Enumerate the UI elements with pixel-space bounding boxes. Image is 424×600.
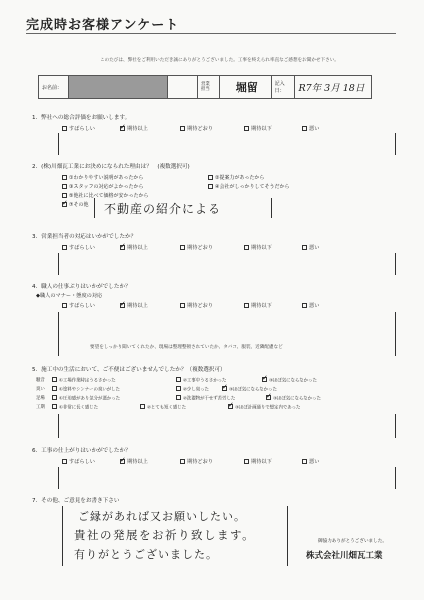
- date-value: R7年 3月 18日: [298, 83, 365, 94]
- checkbox: [244, 459, 249, 464]
- q3-text: 3．営業担当者の対応はいかがでしたか？: [32, 234, 137, 240]
- option-label: 期待以下: [251, 126, 272, 132]
- option-label: すばらしい: [69, 459, 95, 465]
- checkbox: [52, 377, 57, 382]
- checkbox: [140, 404, 145, 409]
- option-label: 期待以下: [251, 303, 272, 309]
- q1-option[interactable]: [302, 125, 319, 132]
- name-field[interactable]: [69, 76, 168, 98]
- company-name: 株式会社川畑瓦工業: [306, 551, 383, 561]
- q5-text: 5．施工中の生活において、ご不便はございませんでしたか？（複数選択可）: [32, 367, 226, 373]
- option-label: 期待以上: [127, 126, 148, 132]
- q5-row1-opt1[interactable]: [52, 377, 116, 384]
- name-label: お名前：: [39, 76, 69, 98]
- option-label: 悪い: [309, 303, 320, 309]
- q2-option-3[interactable]: [62, 183, 143, 190]
- q4-text: 4．職人の仕事ぶりはいかがでしたか？: [32, 284, 131, 290]
- checkbox: [302, 303, 307, 308]
- option-label: 期待以下: [251, 245, 272, 251]
- sales-name: 堀留: [220, 76, 272, 98]
- option-label: ⑤他社に比べて価格が安かったから: [69, 193, 149, 199]
- checkbox: [62, 184, 67, 189]
- checkbox: [208, 184, 213, 189]
- q6-option[interactable]: [120, 458, 180, 465]
- q5-row3-opt3[interactable]: [266, 395, 321, 402]
- header-row: [38, 75, 372, 99]
- option-label: ②提案力があったから: [215, 175, 265, 181]
- option-label: 期待以上: [127, 459, 148, 465]
- q5-row2-opt2[interactable]: [176, 386, 209, 393]
- option-label: ②少し臭った: [183, 387, 209, 393]
- checkbox-checked: [120, 126, 125, 131]
- option-label: すばらしい: [69, 245, 95, 251]
- checkbox: [52, 404, 57, 409]
- name-blank: [168, 76, 198, 98]
- option-label: すばらしい: [69, 303, 95, 309]
- q1-options: [62, 125, 319, 132]
- option-label: 期待以上: [127, 245, 148, 251]
- checkbox: [52, 386, 57, 391]
- option-label: 期待どおり: [187, 303, 213, 309]
- q5-row4-opt2[interactable]: [140, 404, 186, 411]
- checkbox-checked: [120, 459, 125, 464]
- q4-options: [62, 302, 319, 309]
- option-label: ②洗濯物が干せず苦労した: [183, 396, 236, 402]
- checkbox-checked: [266, 395, 271, 400]
- option-label: ①圧迫感があり気分が悪かった: [59, 396, 121, 402]
- q4-option[interactable]: [244, 302, 302, 309]
- page-title: 完成時お客様アンケート: [26, 18, 180, 33]
- q6-option[interactable]: [180, 458, 244, 465]
- q5-row3-opt2[interactable]: [176, 395, 235, 402]
- checkbox: [180, 459, 185, 464]
- checkbox: [208, 175, 213, 180]
- q1-comment-box[interactable]: [58, 133, 396, 155]
- q3-option[interactable]: [120, 244, 180, 251]
- q1-option[interactable]: [62, 125, 120, 132]
- q3-option[interactable]: [180, 244, 244, 251]
- checkbox: [302, 459, 307, 464]
- q1-text: 1．弊社への総合評価をお願いします。: [32, 115, 131, 121]
- q2-option-7[interactable]: [62, 201, 88, 208]
- q2-text: 2．(株)川畑瓦工業にお決めになられた理由は？ (複数選択可): [32, 164, 190, 170]
- q5-row2-opt1[interactable]: [52, 386, 120, 393]
- q4-option[interactable]: [180, 302, 244, 309]
- checkbox: [176, 377, 181, 382]
- date-label: 記入日：: [272, 76, 296, 98]
- checkbox-checked: [120, 245, 125, 250]
- option-label: ③ほぼ気にならなかった: [229, 387, 277, 393]
- option-label: ③ほぼ気にならなかった: [273, 396, 321, 402]
- checkbox: [244, 245, 249, 250]
- option-label: すばらしい: [69, 126, 95, 132]
- checkbox: [176, 395, 181, 400]
- checkbox: [62, 459, 67, 464]
- option-label: 期待どおり: [187, 245, 213, 251]
- option-label: ②工事中うるさかった: [183, 378, 227, 384]
- option-label: ①非常に長く感じた: [59, 405, 99, 411]
- option-label: ③ほぼ気にならなかった: [269, 378, 317, 384]
- q6-comment-box[interactable]: [58, 467, 396, 489]
- q1-option[interactable]: [244, 125, 302, 132]
- option-label: ①塗料やシンナーの臭いがした: [59, 387, 120, 393]
- q5-row1-opt2[interactable]: [176, 377, 226, 384]
- q6-text: 6．工事の仕上がりはいかがでしたか？: [32, 448, 131, 454]
- footer-thanks: 御協力ありがとうございました。: [318, 539, 387, 544]
- q5-row4-opt3[interactable]: [228, 404, 300, 411]
- option-label: ①工場作業時はうるさかった: [59, 378, 116, 384]
- option-label: 期待どおり: [187, 126, 213, 132]
- checkbox-checked: [228, 404, 233, 409]
- checkbox-checked: [222, 386, 227, 391]
- checkbox: [176, 386, 181, 391]
- q1-option[interactable]: [120, 125, 180, 132]
- option-label: 悪い: [309, 459, 320, 465]
- q4-option[interactable]: [120, 302, 180, 309]
- q6-option[interactable]: [62, 458, 120, 465]
- checkbox: [244, 126, 249, 131]
- option-label: 悪い: [309, 245, 320, 251]
- q5-row2-label: 臭い: [36, 387, 45, 392]
- q6-option[interactable]: [244, 458, 302, 465]
- option-label: ③ほぼ計画通りで想定内であった: [235, 405, 301, 411]
- redacted-name: [69, 76, 167, 98]
- q2-option-4[interactable]: [208, 183, 289, 190]
- checkbox: [244, 303, 249, 308]
- checkbox-checked: [120, 303, 125, 308]
- option-label: 期待以下: [251, 459, 272, 465]
- q5-row1-opt3[interactable]: [262, 377, 317, 384]
- q6-option[interactable]: [302, 458, 319, 465]
- checkbox: [302, 245, 307, 250]
- q4-note: 要望をしっかり聞いてくれたか、現場は整理整頓されていたか、タバコ、服装、近隣配慮など: [90, 345, 283, 350]
- title-rule: [26, 33, 396, 34]
- sales-label: 営業 担当: [198, 76, 220, 98]
- checkbox: [302, 126, 307, 131]
- q5-row4-label: 工期: [36, 405, 45, 410]
- q4-sub: ◆職人のマナー・態度の対応: [36, 293, 103, 299]
- q7-answer-line-2: 貴社の発展をお祈り致します。: [74, 528, 256, 542]
- checkbox: [180, 245, 185, 250]
- checkbox: [180, 126, 185, 131]
- q3-options: [62, 244, 319, 251]
- option-label: ②とても短く感じた: [147, 405, 187, 411]
- q5-row1-label: 騒音: [36, 378, 45, 383]
- checkbox: [62, 175, 67, 180]
- option-label: ③スタッフの対応がよかったから: [69, 184, 144, 190]
- option-label: ⑦その他: [69, 202, 89, 208]
- q4-option[interactable]: [62, 302, 120, 309]
- checkbox: [62, 245, 67, 250]
- checkbox-checked: [62, 202, 67, 207]
- checkbox-checked: [262, 377, 267, 382]
- option-label: 期待以上: [127, 303, 148, 309]
- checkbox: [62, 303, 67, 308]
- q5-row3-label: 足場: [36, 396, 45, 401]
- option-label: 悪い: [309, 126, 320, 132]
- option-label: 期待どおり: [187, 459, 213, 465]
- q7-text: 7．その他、ご意見をお書き下さい: [32, 498, 120, 504]
- q2-other-answer: 不動産の紹介による: [104, 202, 222, 216]
- checkbox: [180, 303, 185, 308]
- checkbox: [62, 126, 67, 131]
- checkbox: [62, 193, 67, 198]
- q5-row4-opt1[interactable]: [52, 404, 98, 411]
- q3-option[interactable]: [244, 244, 302, 251]
- q3-comment-box[interactable]: [58, 253, 396, 275]
- checkbox: [52, 395, 57, 400]
- q1-option[interactable]: [180, 125, 244, 132]
- q7-answer-line-1: ご縁があれば又お願いしたい。: [78, 510, 246, 523]
- q6-options: [62, 458, 319, 465]
- q7-answer-line-3: 有りがとうございました。: [74, 548, 218, 561]
- intro-text: このたびは、弊社をご利用いただき誠にありがとうございました。工事を終えられ率直なご感想をお聞かせ下さい。: [100, 58, 339, 63]
- q2-option-1[interactable]: [62, 174, 143, 181]
- option-label: ④会社がしっかりしてそうだから: [215, 184, 290, 190]
- q3-option[interactable]: [62, 244, 120, 251]
- q5-row3-opt1[interactable]: [52, 395, 120, 402]
- q4-option[interactable]: [302, 302, 319, 309]
- q2-option-2[interactable]: [208, 174, 264, 181]
- q3-option[interactable]: [302, 244, 319, 251]
- q5-comment-box[interactable]: [58, 414, 396, 438]
- option-label: ①わかりやすい説明があったから: [69, 175, 144, 181]
